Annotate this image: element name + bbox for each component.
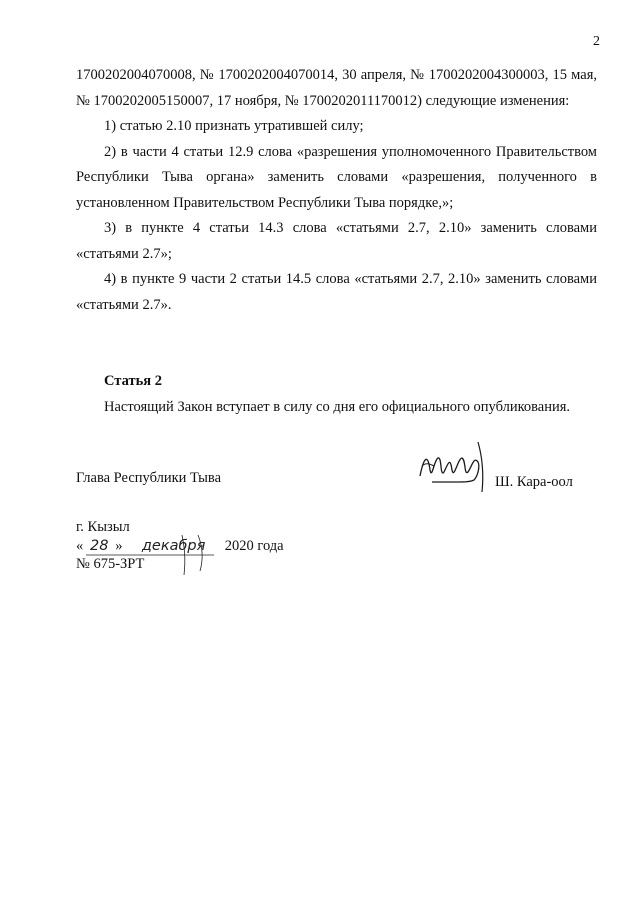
page-number: 2: [593, 34, 600, 49]
law-number: № 675-ЗРТ: [76, 556, 145, 572]
year: 2020 года: [224, 538, 284, 554]
intro-paragraph: 1700202004070008, № 1700202004070014, 30 апреля, № 1700202004300003, 15 мая, № 1700202005150007, 17 ноября, № 1700202011170012) следующие изменения:: [76, 67, 597, 109]
list-item: 2) в части 4 статьи 12.9 слова «разрешения уполномоченного Правительством Республики Тыва органа» заменить словами «разрешения, полученного в установленном Правительством Республики Тыва порядке,»;: [76, 143, 597, 211]
document-body: [76, 63, 597, 318]
article-title: Статья 2: [104, 373, 162, 389]
close-quote: »: [115, 538, 123, 554]
signer-name: Ш. Кара-оол: [495, 474, 573, 490]
handwritten-signature: [412, 436, 492, 498]
list-item: 1) статью 2.10 признать утратившей силу;: [104, 118, 364, 134]
list-item: 3) в пункте 4 статьи 14.3 слова «статьями 2.7, 2.10» заменить словами «статьями 2.7»;: [76, 220, 597, 262]
list-item: 4) в пункте 9 части 2 статьи 14.5 слова «статьями 2.7, 2.10» заменить словами «статьями 2.7».: [76, 271, 597, 313]
article-body: Настоящий Закон вступает в силу со дня его официального опубликования.: [104, 399, 571, 415]
handwritten-day: 28: [90, 538, 109, 554]
place: г. Кызыл: [76, 519, 130, 535]
date-underline-strokes: [86, 531, 226, 581]
signer-title: Глава Республики Тыва: [76, 470, 222, 486]
handwritten-month: декабря: [141, 538, 206, 554]
open-quote: «: [76, 538, 84, 554]
